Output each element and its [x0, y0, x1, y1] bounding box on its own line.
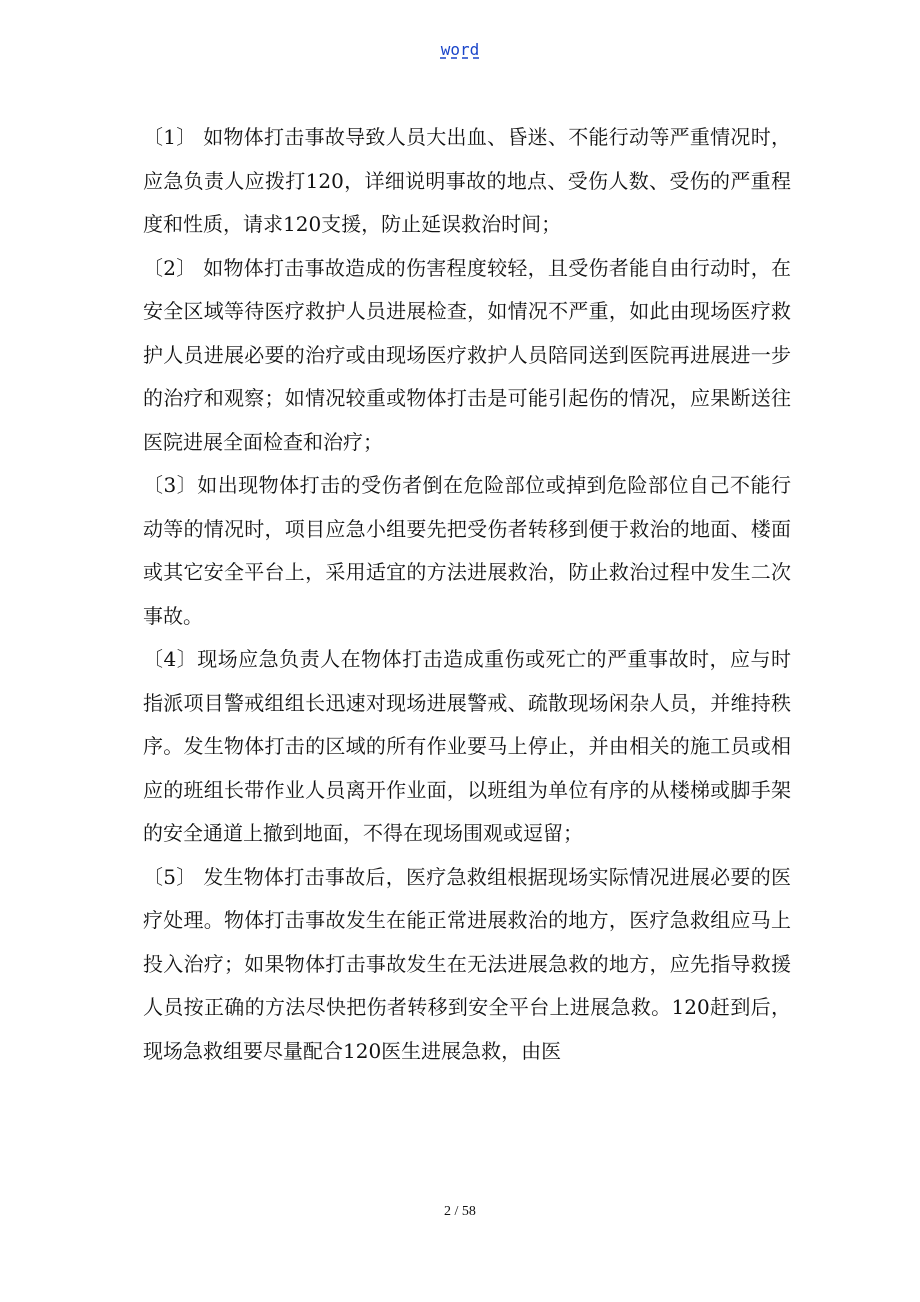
- paragraph-4: 〔4〕现场应急负责人在物体打击造成重伤或死亡的严重事故时，应与时指派项目警戒组组长迅速对现场进展警戒、疏散现场闲杂人员，并维持秩序。发生物体打击的区域的所有作业要马上停止，并由相关的施工员或相应的班组长带作业人员离开作业面，以班组为单位有序的从楼梯或脚手架的安全通道上撤到地面，不得在现场围观或逗留；: [143, 647, 791, 845]
- paragraph-2: 〔2〕 如物体打击事故造成的伤害程度较轻，且受伤者能自由行动时，在安全区域等待医疗救护人员进展检查，如情况不严重，如此由现场医疗救护人员进展必要的治疗或由现场医疗救护人员陪同送到医院再进展进一步的治疗和观察；如情况较重或物体打击是可能引起伤的情况，应果断送往医院进展全面检查和治疗；: [143, 255, 791, 454]
- paragraph-3: 〔3〕如出现物体打击的受伤者倒在危险部位或掉到危险部位自己不能行动等的情况时，项目应急小组要先把受伤者转移到便于救治的地面、楼面或其它安全平台上，采用适宜的方法进展救治，防止救治过程中发生二次事故。: [143, 473, 791, 628]
- paragraph-1: 〔1〕 如物体打击事故导致人员大出血、昏迷、不能行动等严重情况时，应急负责人应拨打120，详细说明事故的地点、受伤人数、受伤的严重程度和性质，请求120支援，防止延误救治时间；: [143, 125, 791, 236]
- paragraph-5: 〔5〕 发生物体打击事故后，医疗急救组根据现场实际情况进展必要的医疗处理。物体打击事故发生在能正常进展救治的地方，医疗急救组应马上投入治疗；如果物体打击事故发生在无法进展急救的地方，应先指导救援人员按正确的方法尽快把伤者转移到安全平台上进展急救。120赶到后，现场急救组要尽量配合120医生进展急救，由医: [143, 864, 791, 1063]
- header-word-link[interactable]: word: [440, 40, 480, 59]
- page-header: [0, 40, 920, 59]
- document-body: [143, 116, 791, 1073]
- page-number: 2 / 58: [444, 1204, 476, 1219]
